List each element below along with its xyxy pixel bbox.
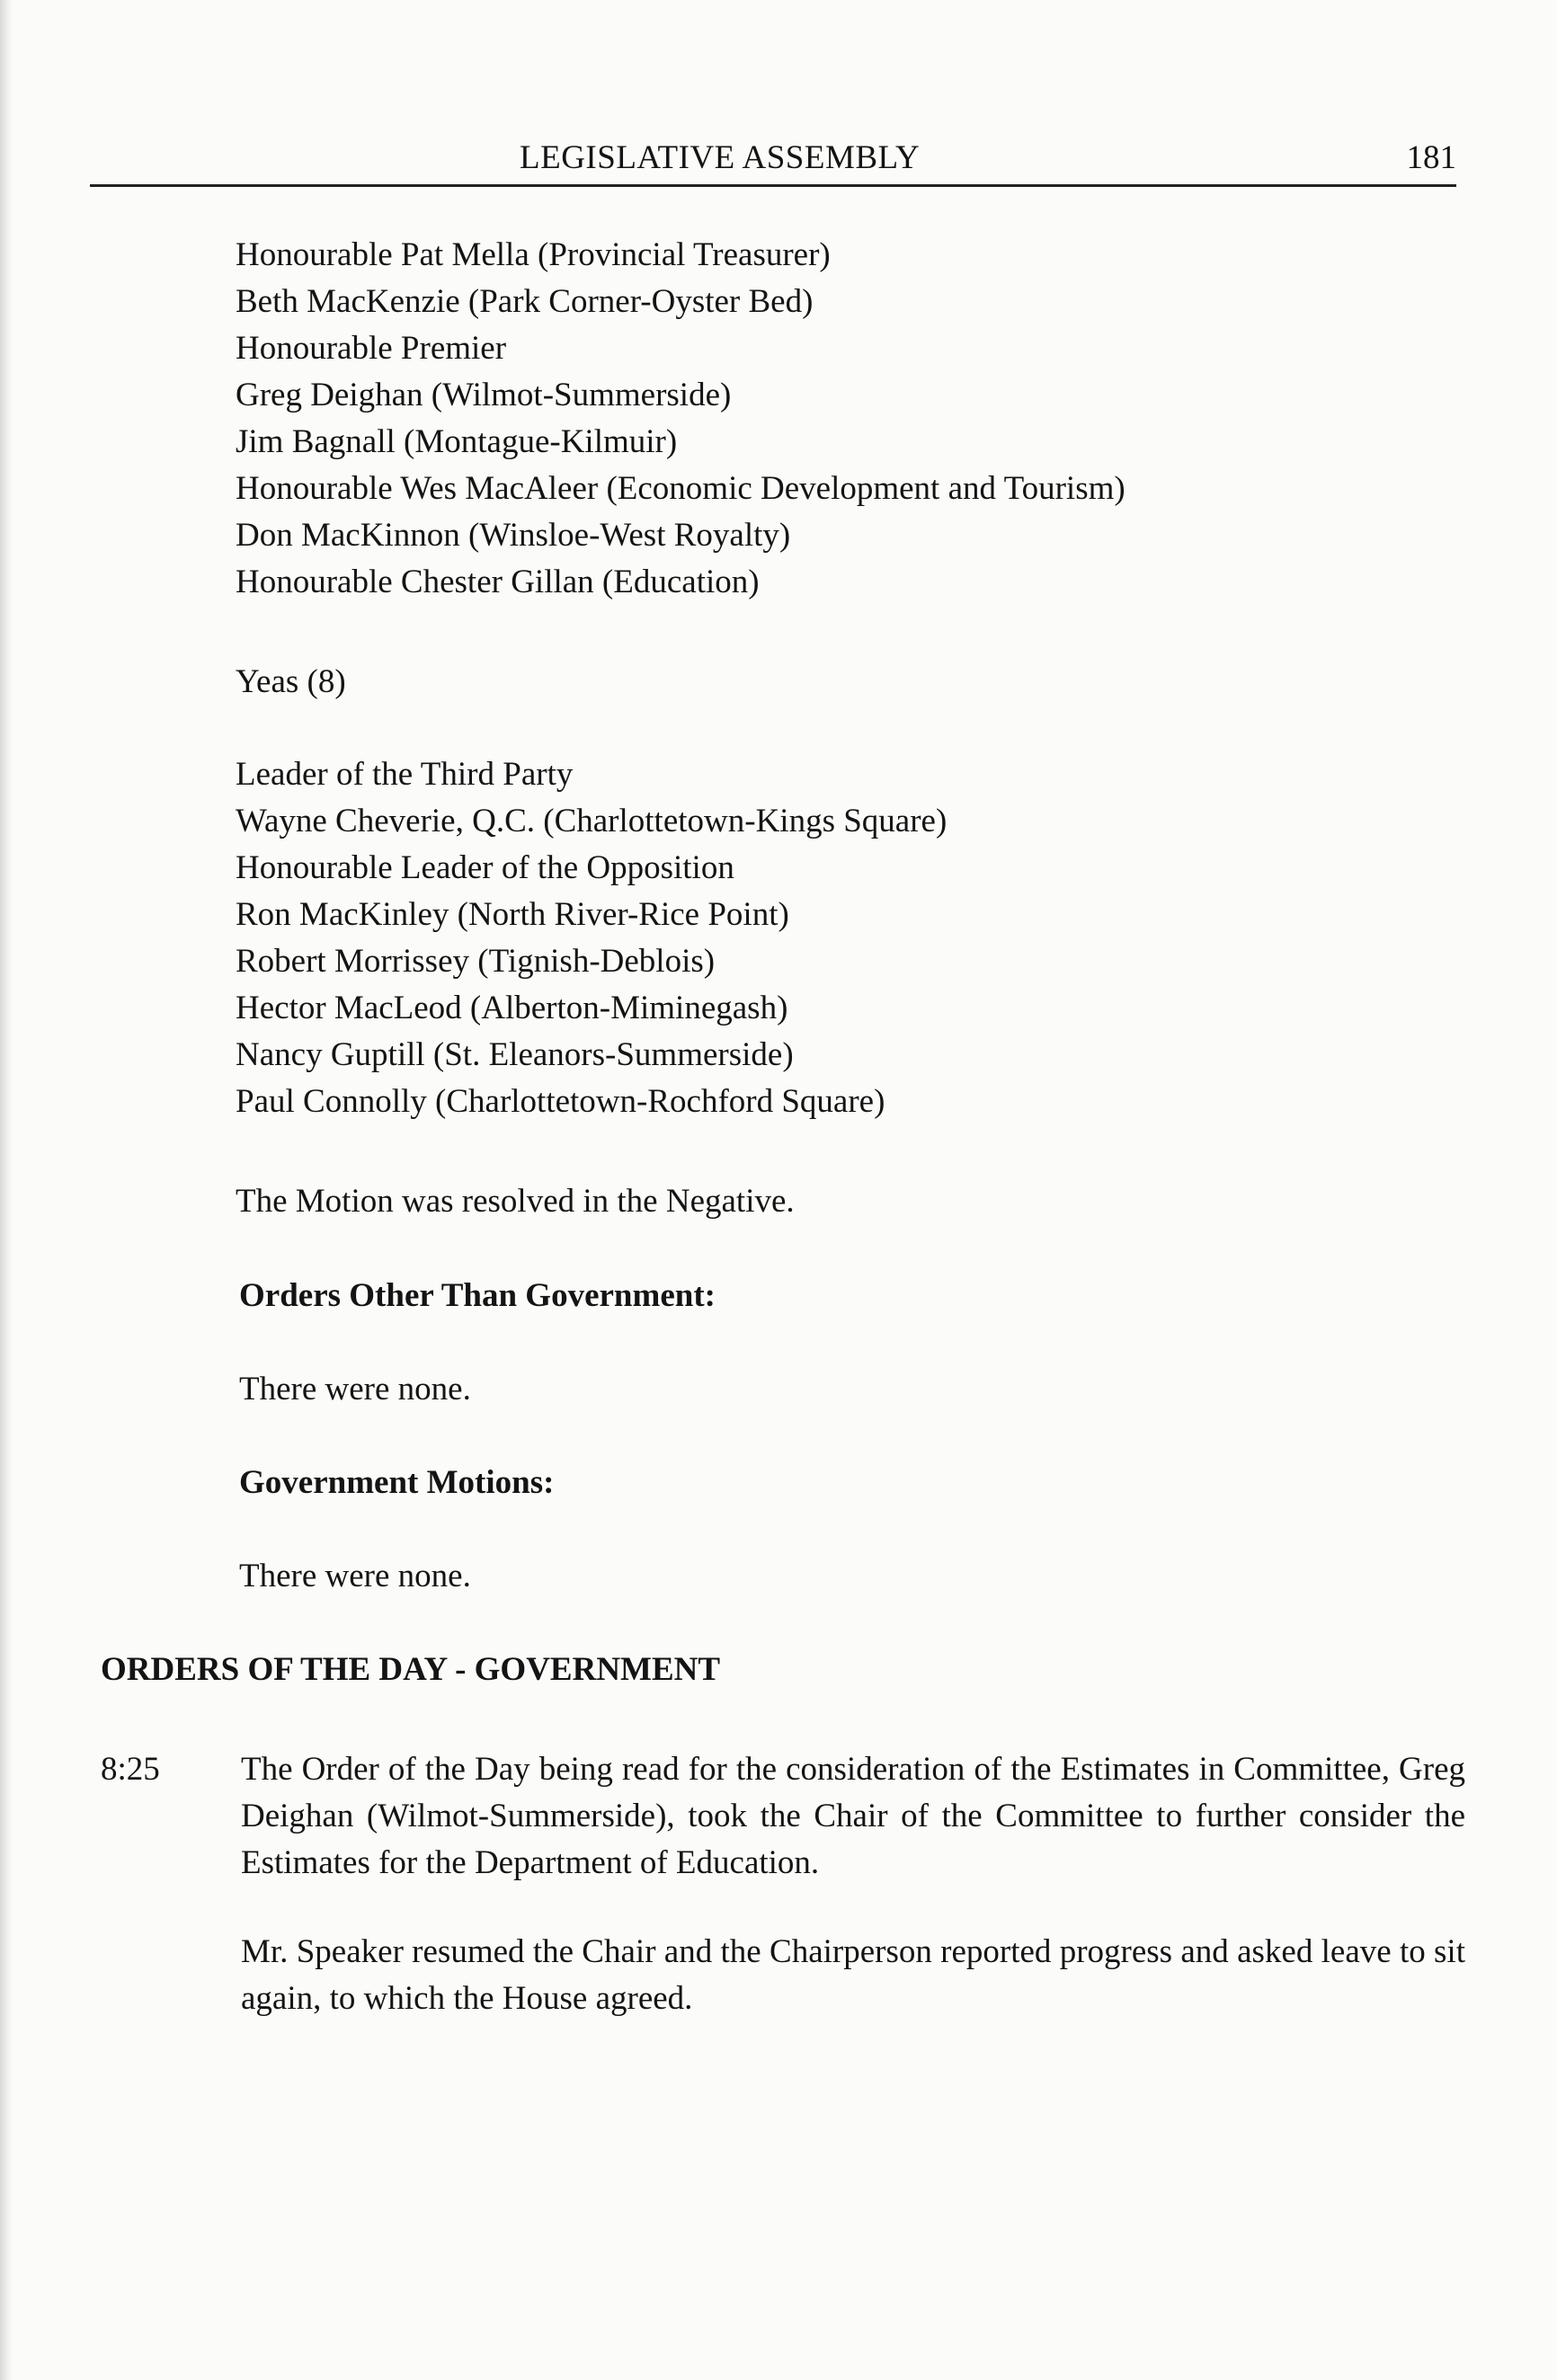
member-line: Honourable Leader of the Opposition (236, 849, 734, 886)
motion-result: The Motion was resolved in the Negative. (236, 1183, 795, 1220)
member-line: Greg Deighan (Wilmot-Summerside) (236, 377, 732, 413)
member-line: Honourable Premier (236, 330, 507, 367)
member-line: Jim Bagnall (Montague-Kilmuir) (236, 423, 678, 460)
nays-list (236, 232, 1476, 606)
time-stamp: 8:25 (101, 1751, 160, 1788)
member-line: Ron MacKinley (North River-Rice Point) (236, 896, 789, 933)
speaker-paragraph: Mr. Speaker resumed the Chair and the Chairperson reported progress and asked leave to sit again, to which the House agreed. (241, 1933, 1465, 2017)
running-title: LEGISLATIVE ASSEMBLY (520, 139, 921, 176)
header-rule (90, 184, 1456, 187)
page-number: 181 (1406, 139, 1456, 176)
member-line: Honourable Pat Mella (Provincial Treasurer) (236, 236, 831, 273)
member-line: Honourable Chester Gillan (Education) (236, 564, 760, 600)
member-line: Wayne Cheverie, Q.C. (Charlottetown-Kings Square) (236, 803, 948, 839)
member-line: Robert Morrissey (Tignish-Deblois) (236, 943, 716, 980)
member-line: Honourable Wes MacAleer (Economic Development and Tourism) (236, 470, 1125, 507)
orders-of-the-day-heading: ORDERS OF THE DAY - GOVERNMENT (101, 1651, 721, 1688)
yeas-list (236, 751, 1476, 1125)
government-motions-heading: Government Motions: (239, 1464, 555, 1501)
orders-other-text: There were none. (239, 1371, 471, 1408)
government-motions-text: There were none. (239, 1558, 471, 1594)
member-line: Beth MacKenzie (Park Corner-Oyster Bed) (236, 283, 814, 320)
member-line: Leader of the Third Party (236, 756, 574, 793)
orders-other-heading: Orders Other Than Government: (239, 1277, 716, 1314)
order-paragraph: The Order of the Day being read for the consideration of the Estimates in Committee, Greg Deighan (Wilmot-Summerside), took the Chair of the Committee to further consider the Estimates for the Department of Education. (241, 1751, 1465, 1881)
running-header (90, 133, 1456, 183)
member-line: Hector MacLeod (Alberton-Miminegash) (236, 990, 788, 1026)
member-line: Paul Connolly (Charlottetown-Rochford Square) (236, 1083, 885, 1120)
yeas-heading: Yeas (8) (236, 663, 346, 700)
member-line: Don MacKinnon (Winsloe-West Royalty) (236, 517, 791, 554)
scan-edge-shadow (0, 0, 13, 2380)
member-line: Nancy Guptill (St. Eleanors-Summerside) (236, 1036, 794, 1073)
